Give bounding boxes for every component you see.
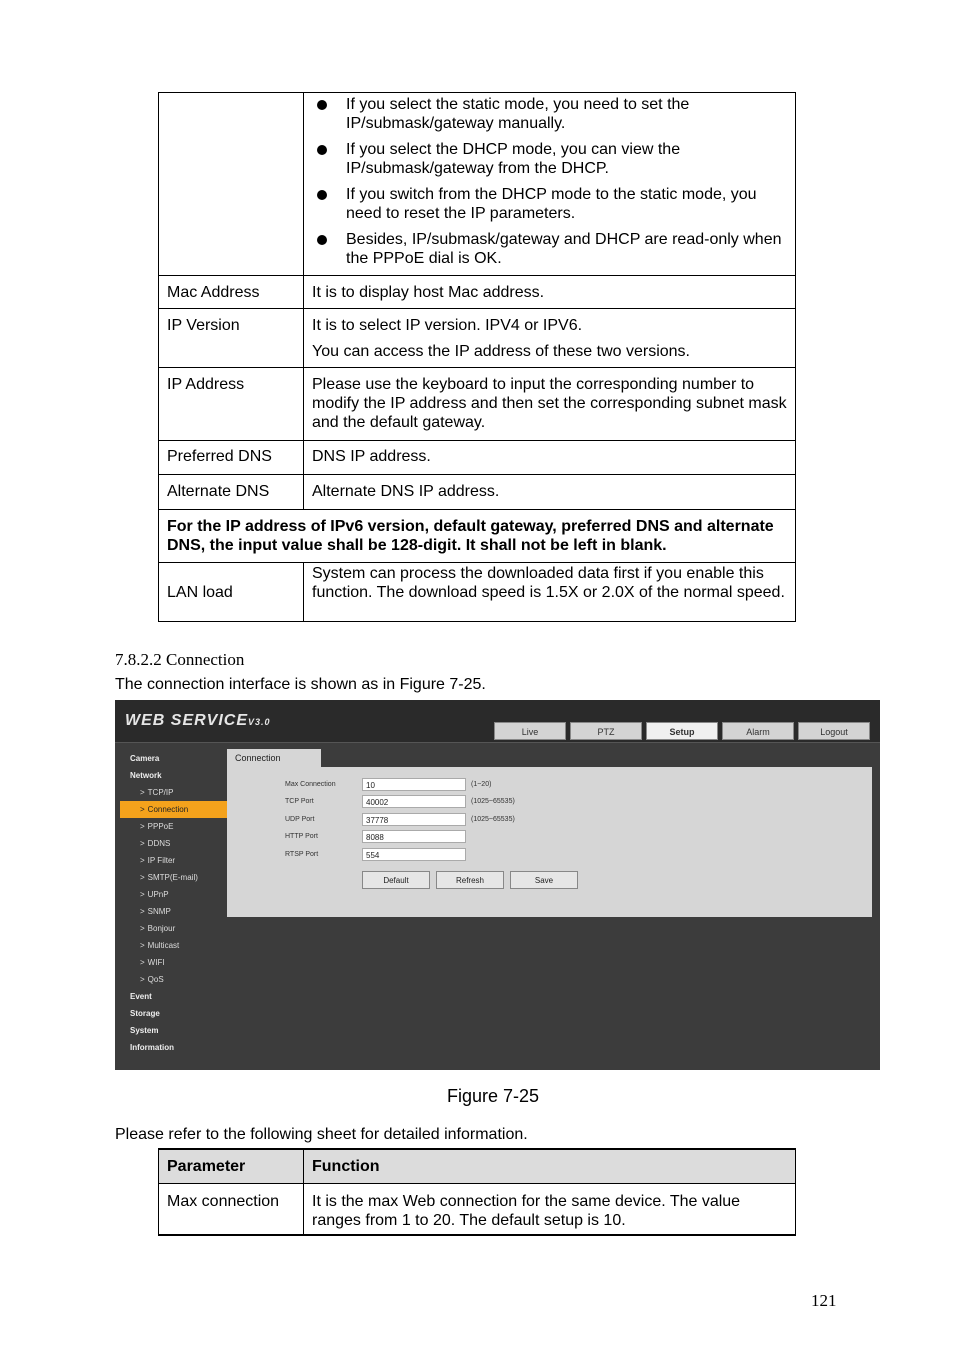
function-line: It is to select IP version. IPV4 or IPV6. <box>312 317 583 334</box>
chevron-right-icon: > <box>140 822 145 831</box>
table-header-row <box>159 1149 796 1183</box>
function-cell: Alternate DNS IP address. <box>304 475 796 510</box>
tab-ptz[interactable]: PTZ <box>570 722 642 740</box>
chevron-right-icon: > <box>140 958 145 967</box>
connection-parameter-table <box>158 1148 796 1236</box>
table-row <box>159 475 796 510</box>
bullet-list <box>304 93 796 276</box>
function-cell: DNS IP address. <box>304 441 796 475</box>
tcp-port-input[interactable]: 40002 <box>362 795 466 808</box>
function-cell: It is the max Web connection for the same device. The value ranges from 1 to 20. The default setup is 10. <box>304 1183 796 1235</box>
sidebar-item-storage[interactable]: Storage <box>130 1009 160 1018</box>
tab-logout[interactable]: Logout <box>798 722 870 740</box>
function-line: You can access the IP address of these two versions. <box>312 343 690 360</box>
chevron-right-icon: > <box>140 856 145 865</box>
sidebar-item-wifi[interactable]: > WIFI <box>140 958 165 967</box>
chevron-right-icon: > <box>140 890 145 899</box>
sidebar-item-event[interactable]: Event <box>130 992 152 1001</box>
table-row <box>159 309 796 368</box>
default-button[interactable]: Default <box>362 871 430 889</box>
sidebar-item-upnp[interactable]: > UPnP <box>140 890 169 899</box>
page-number: 121 <box>811 1291 837 1310</box>
table-row <box>159 441 796 475</box>
field-label: TCP Port <box>285 798 314 805</box>
chevron-right-icon: > <box>140 805 145 814</box>
save-button[interactable]: Save <box>510 871 578 889</box>
connection-panel <box>227 767 872 917</box>
field-label: Max Connection <box>285 781 336 788</box>
param-cell: IP Version <box>159 309 304 368</box>
field-hint: (1025~65535) <box>471 798 515 805</box>
sidebar-item-information[interactable]: Information <box>130 1043 174 1052</box>
sidebar-item-pppoe[interactable]: > PPPoE <box>140 822 174 831</box>
rtsp-port-input[interactable]: 554 <box>362 848 466 861</box>
sidebar-item-bonjour[interactable]: > Bonjour <box>140 924 176 933</box>
sidebar-item-network[interactable]: Network <box>130 771 162 780</box>
table-row <box>159 368 796 441</box>
intro-text: The connection interface is shown as in Figure 7-25. <box>115 676 486 693</box>
sidebar-item-camera[interactable]: Camera <box>130 754 160 763</box>
note-cell: For the IP address of IPv6 version, default gateway, preferred DNS and alternate DNS, the input value shall be 128-digit. It shall not be left in blank. <box>159 510 796 563</box>
network-parameter-table <box>158 92 796 622</box>
field-label: HTTP Port <box>285 833 318 840</box>
chevron-right-icon: > <box>140 873 145 882</box>
function-cell <box>304 309 796 368</box>
refresh-button[interactable]: Refresh <box>436 871 504 889</box>
param-cell: IP Address <box>159 368 304 441</box>
sidebar-item-smtp[interactable]: > SMTP(E-mail) <box>140 873 198 882</box>
param-cell: Max connection <box>159 1183 304 1235</box>
sidebar-item-system[interactable]: System <box>130 1026 159 1035</box>
sidebar-item-qos[interactable]: > QoS <box>140 975 164 984</box>
web-service-screenshot <box>115 700 880 1070</box>
section-heading: 7.8.2.2 Connection <box>115 650 245 669</box>
param-cell: Mac Address <box>159 276 304 309</box>
table-row <box>159 1183 796 1235</box>
tab-live[interactable]: Live <box>494 722 566 740</box>
refer-text: Please refer to the following sheet for detailed information. <box>115 1126 528 1143</box>
table-cell-empty <box>159 93 304 276</box>
bullet-item: Besides, IP/submask/gateway and DHCP are read-only when the PPPoE dial is OK. <box>312 230 787 268</box>
sidebar-item-ddns[interactable]: > DDNS <box>140 839 171 848</box>
sidebar-menu <box>120 750 228 1056</box>
table-row <box>159 563 796 622</box>
chevron-right-icon: > <box>140 788 145 797</box>
chevron-right-icon: > <box>140 907 145 916</box>
function-cell: Please use the keyboard to input the corresponding number to modify the IP address and then set the corresponding subnet mask and the default gateway. <box>304 368 796 441</box>
chevron-right-icon: > <box>140 924 145 933</box>
sidebar-item-tcpip[interactable]: > TCP/IP <box>140 788 174 797</box>
tab-connection[interactable]: Connection <box>227 749 321 767</box>
header-param: Parameter <box>159 1149 304 1183</box>
bullet-item: If you select the static mode, you need to set the IP/submask/gateway manually. <box>312 95 787 133</box>
field-hint: (1025~65535) <box>471 816 515 823</box>
sidebar-item-snmp[interactable]: > SNMP <box>140 907 171 916</box>
http-port-input[interactable]: 8088 <box>362 830 466 843</box>
field-hint: (1~20) <box>471 781 492 788</box>
param-cell: LAN load <box>159 563 304 622</box>
function-cell: System can process the downloaded data first if you enable this function. The download speed is 1.5X or 2.0X of the normal speed. <box>304 563 796 622</box>
sidebar-item-connection[interactable]: > Connection <box>120 801 228 818</box>
param-cell: Alternate DNS <box>159 475 304 510</box>
sidebar-item-ip-filter[interactable]: > IP Filter <box>140 856 176 865</box>
table-row <box>159 510 796 563</box>
field-label: RTSP Port <box>285 851 319 858</box>
chevron-right-icon: > <box>140 975 145 984</box>
chevron-right-icon: > <box>140 941 145 950</box>
function-cell: It is to display host Mac address. <box>304 276 796 309</box>
param-cell: Preferred DNS <box>159 441 304 475</box>
figure-caption: Figure 7-25 <box>446 1086 540 1106</box>
tab-setup[interactable]: Setup <box>646 722 718 740</box>
table-row <box>159 276 796 309</box>
logo: WEB SERVICEV3.0 <box>125 712 271 729</box>
bullet-item: If you switch from the DHCP mode to the static mode, you need to reset the IP parameters. <box>312 185 787 223</box>
max-connection-input[interactable]: 10 <box>362 778 466 791</box>
bullet-item: If you select the DHCP mode, you can view the IP/submask/gateway from the DHCP. <box>312 140 787 178</box>
sidebar-item-multicast[interactable]: > Multicast <box>140 941 180 950</box>
udp-port-input[interactable]: 37778 <box>362 813 466 826</box>
header-function: Function <box>304 1149 796 1183</box>
top-bar <box>115 700 880 743</box>
field-label: UDP Port <box>285 816 315 823</box>
chevron-right-icon: > <box>140 839 145 848</box>
tab-alarm[interactable]: Alarm <box>722 722 794 740</box>
